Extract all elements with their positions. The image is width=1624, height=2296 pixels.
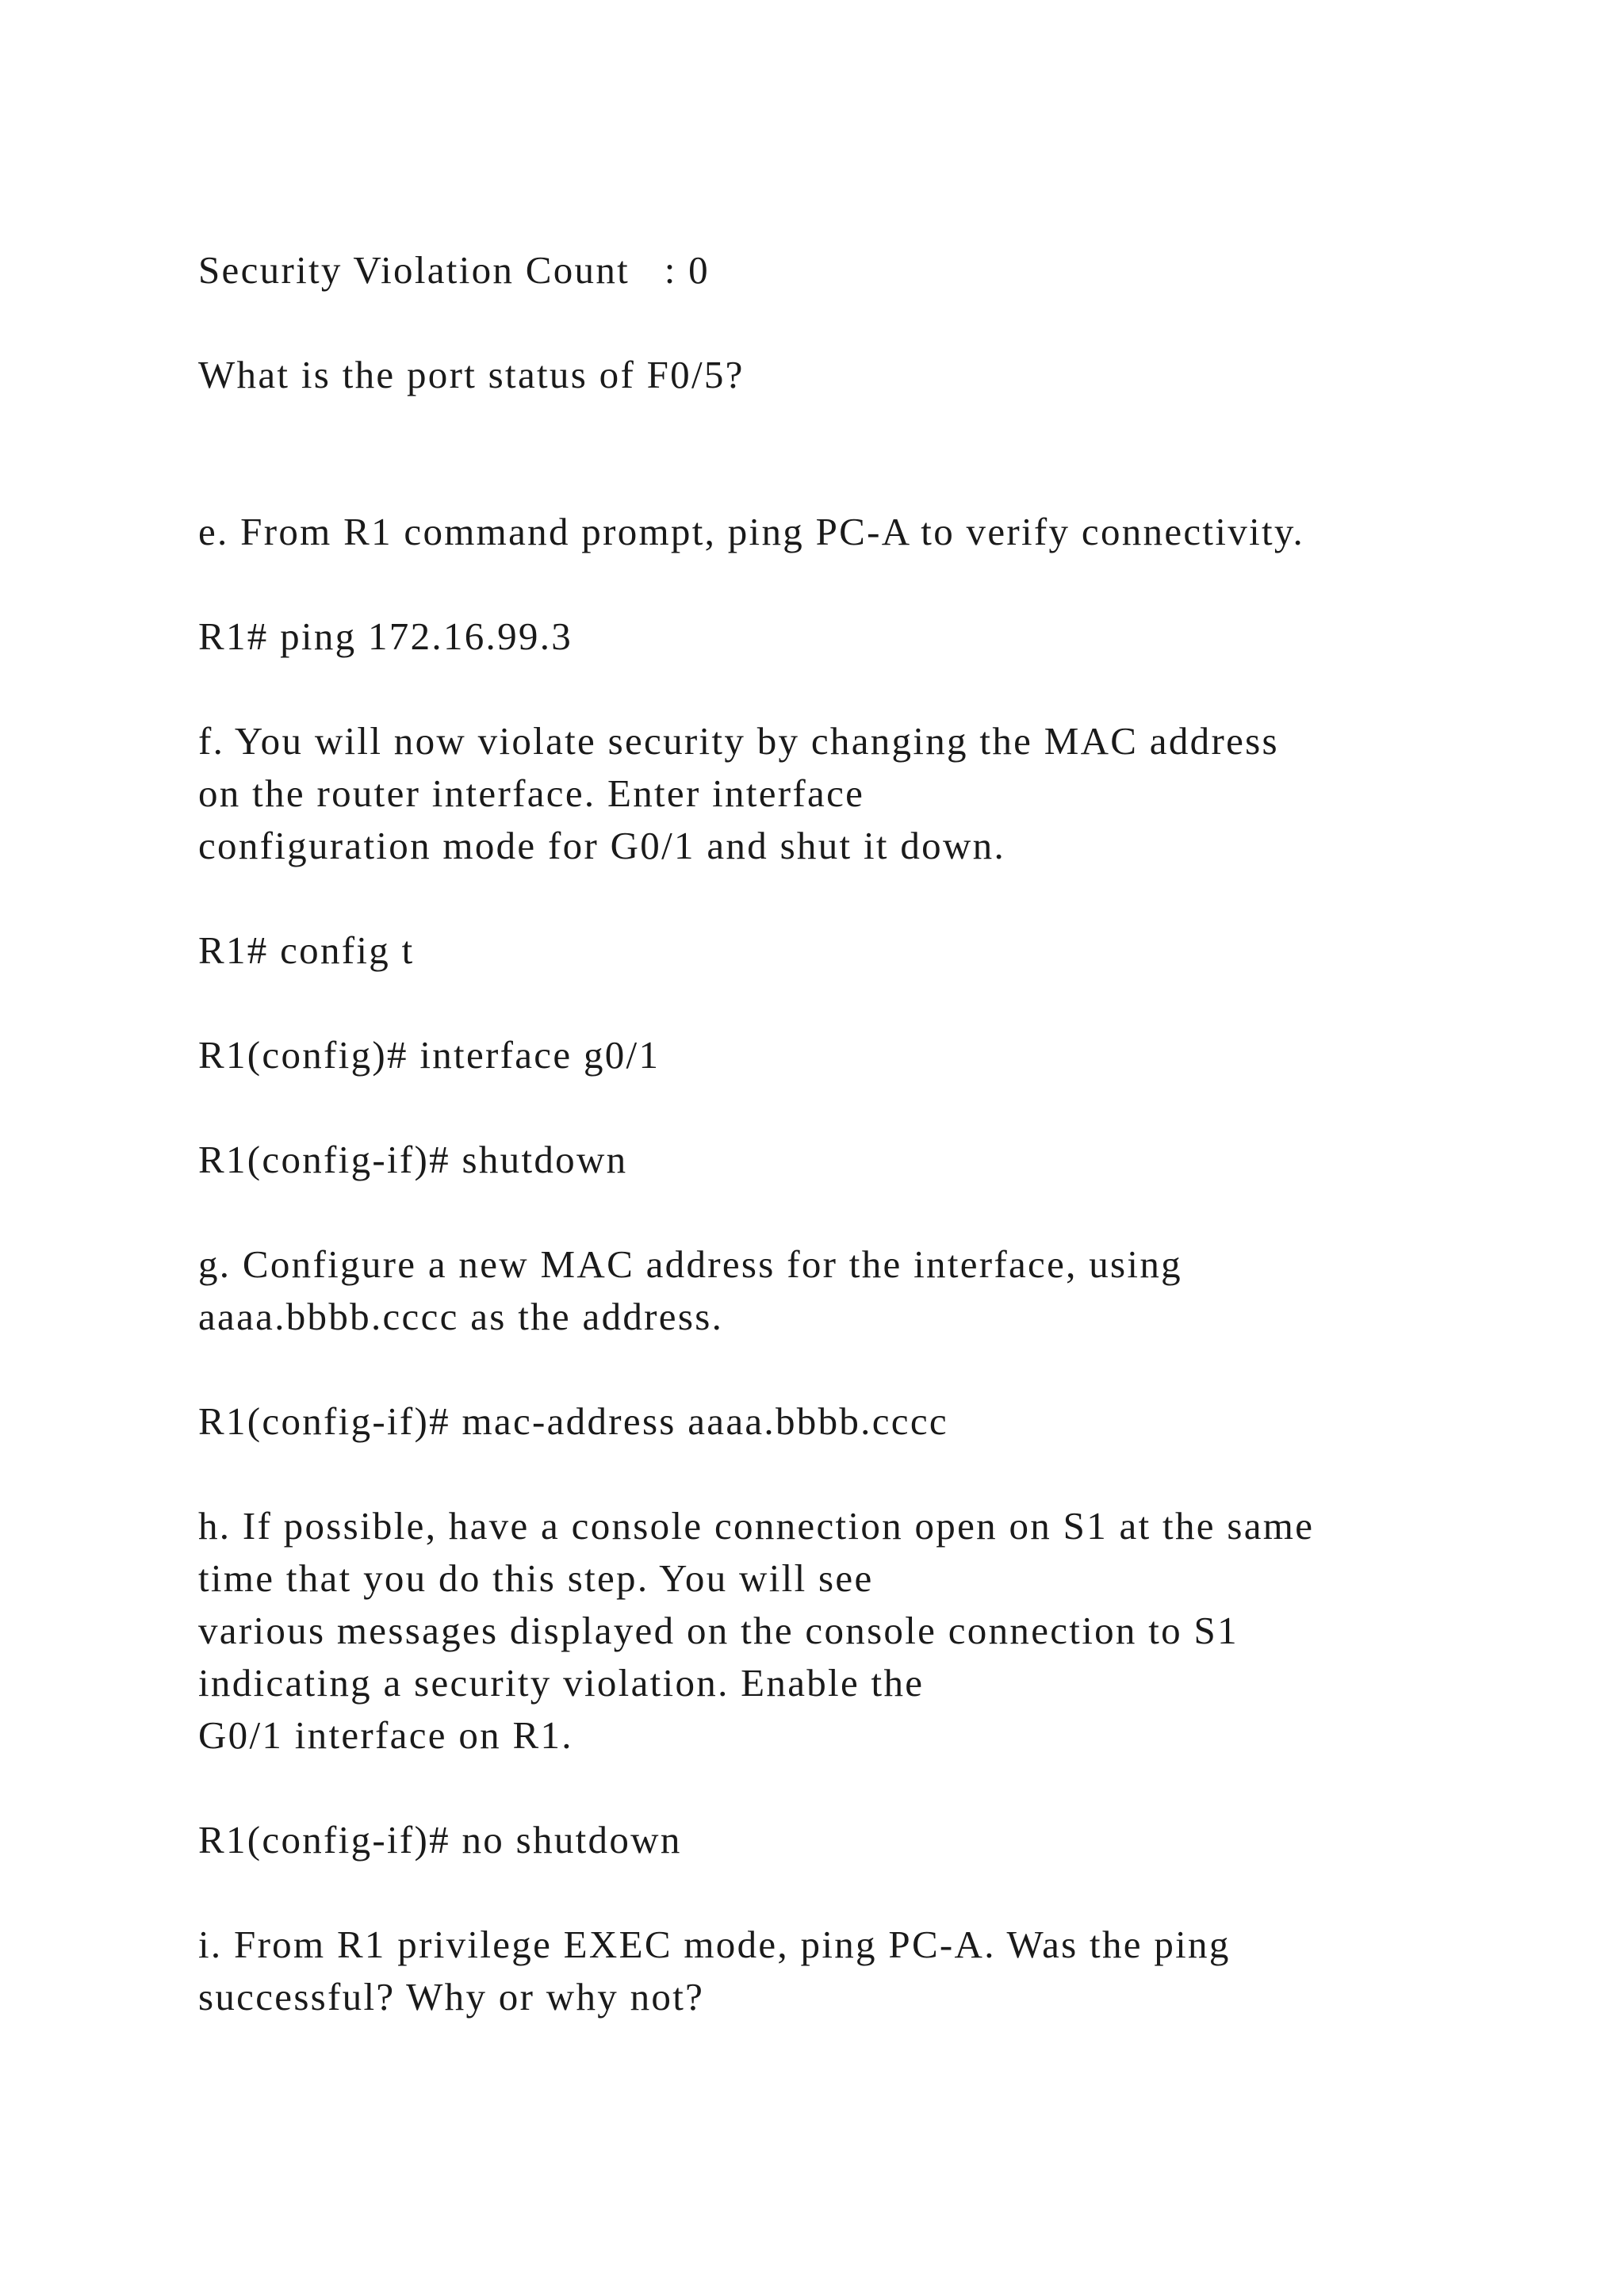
step-e-instruction: e. From R1 command prompt, ping PC-A to verify connectivity. — [198, 510, 1305, 553]
step-h-instruction-line-4: indicating a security violation. Enable the — [198, 1661, 925, 1705]
command-mac-address: R1(config-if)# mac-address aaaa.bbbb.cccc — [198, 1399, 948, 1443]
step-f-instruction-line-3: configuration mode for G0/1 and shut it down. — [198, 824, 1006, 867]
step-i-instruction-line-2: successful? Why or why not? — [198, 1975, 705, 2019]
command-ping: R1# ping 172.16.99.3 — [198, 614, 573, 658]
command-shutdown: R1(config-if)# shutdown — [198, 1138, 628, 1181]
command-no-shutdown: R1(config-if)# no shutdown — [198, 1818, 682, 1862]
command-config-t: R1# config t — [198, 928, 415, 972]
step-h-instruction-line-2: time that you do this step. You will see — [198, 1556, 874, 1600]
command-interface-g0-1: R1(config)# interface g0/1 — [198, 1033, 661, 1077]
step-g-instruction-line-2: aaaa.bbbb.cccc as the address. — [198, 1295, 724, 1338]
step-h-instruction-line-5: G0/1 interface on R1. — [198, 1713, 573, 1757]
step-h-instruction-line-3: various messages displayed on the console connection to S1 — [198, 1609, 1239, 1652]
security-violation-count-line: Security Violation Count : 0 — [198, 248, 710, 292]
step-f-instruction-line-2: on the router interface. Enter interface — [198, 771, 865, 815]
step-g-instruction-line-1: g. Configure a new MAC address for the interface, using — [198, 1242, 1182, 1286]
step-f-instruction-line-1: f. You will now violate security by changing the MAC address — [198, 719, 1279, 763]
step-h-instruction-line-1: h. If possible, have a console connection open on S1 at the same — [198, 1504, 1315, 1548]
step-i-instruction-line-1: i. From R1 privilege EXEC mode, ping PC-A. Was the ping — [198, 1923, 1231, 1966]
question-port-status: What is the port status of F0/5? — [198, 353, 745, 396]
